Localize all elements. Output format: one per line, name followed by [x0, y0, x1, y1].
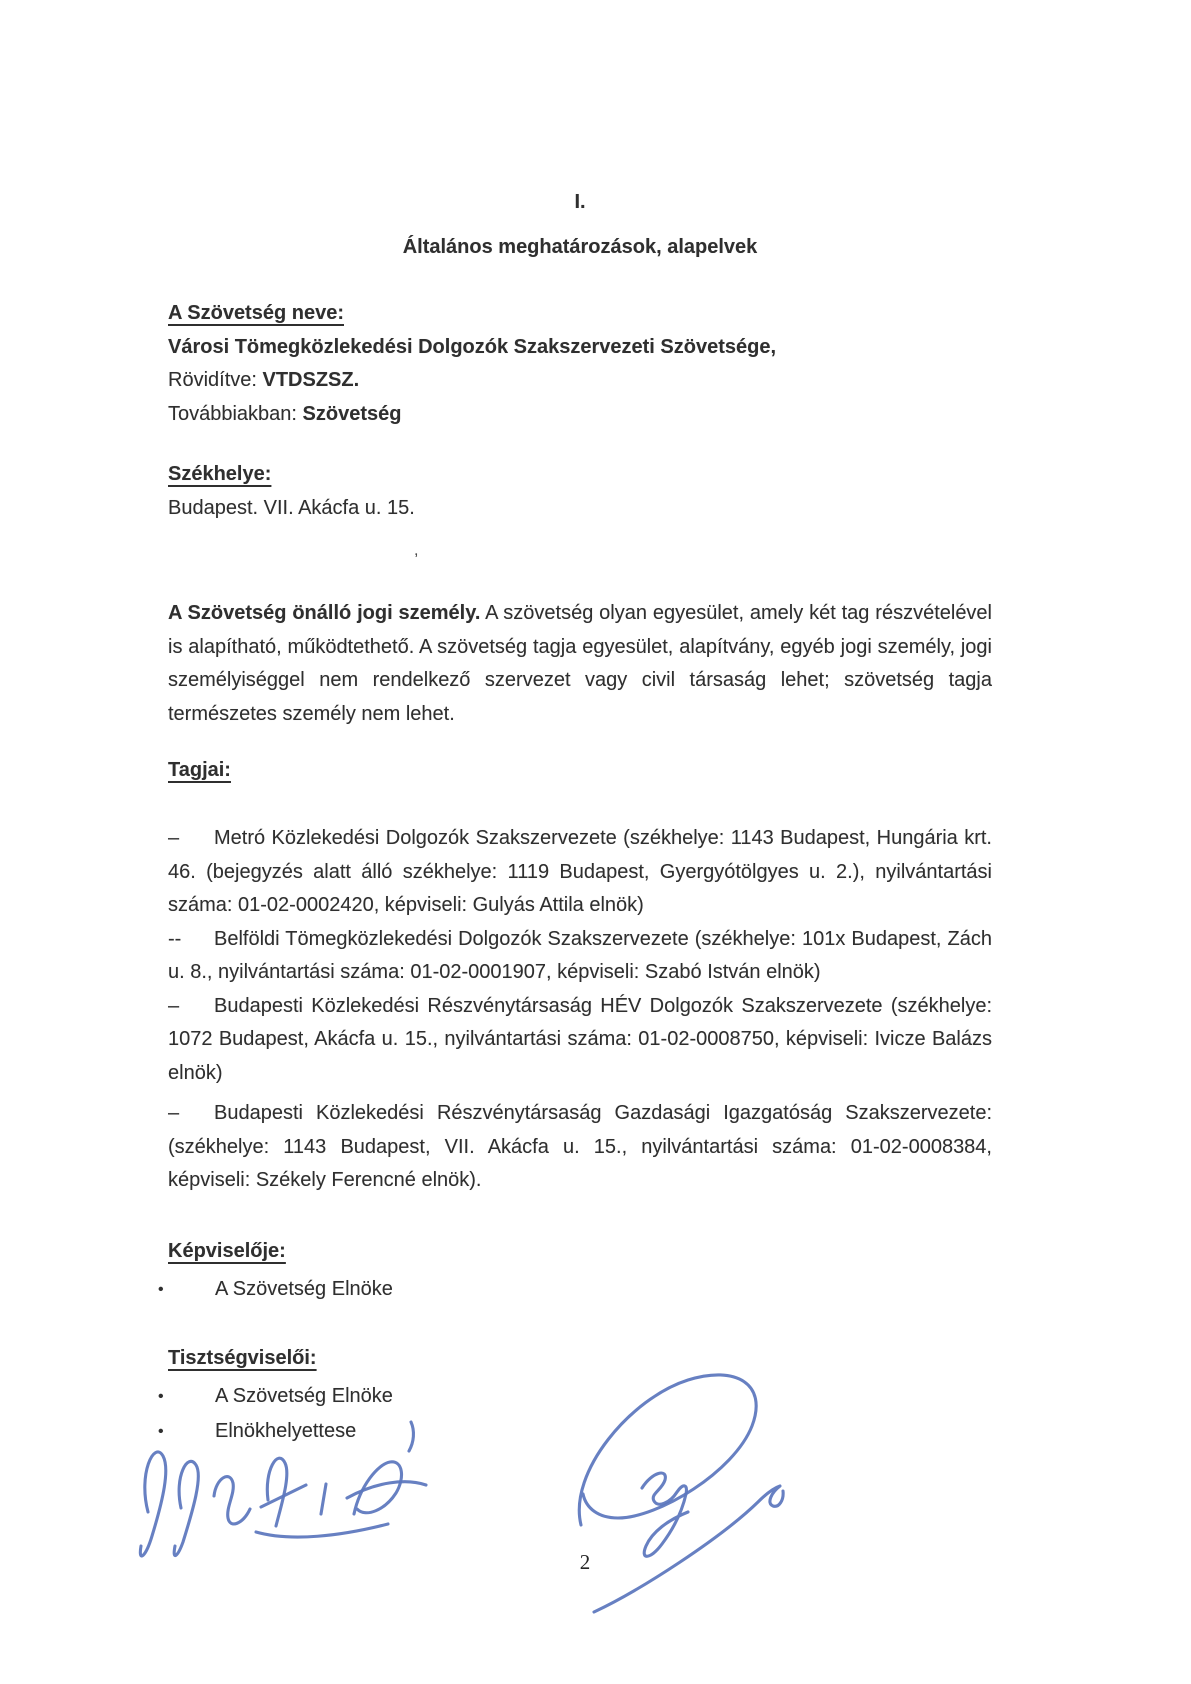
signature-right [546, 1360, 796, 1625]
dash-marker: – [168, 994, 180, 1017]
list-item [158, 1272, 992, 1307]
scan-stray-mark: , [414, 542, 419, 559]
member-item [168, 990, 992, 1091]
members-heading: Tagjai: [168, 759, 231, 781]
representative-list [158, 1272, 992, 1307]
member-item [168, 1097, 992, 1198]
member-text: Belföldi Tömegközlekedési Dolgozók Szakszervezete (székhelye: 101x Budapest, Zách u. 8., nyilvántartási száma: 01-02-0001907, képviseli: Szabó István elnök) [168, 927, 992, 983]
organization-full-name: Városi Tömegközlekedési Dolgozók Szakszervezeti Szövetsége, [168, 335, 777, 358]
signature-left [126, 1412, 436, 1582]
representative-heading: Képviselője: [168, 1240, 286, 1262]
dash-marker: – [168, 1102, 180, 1124]
legal-lead-sentence: A Szövetség önálló jogi személy. [168, 602, 481, 624]
name-section [168, 297, 992, 431]
seat-address: Budapest. VII. Akácfa u. 15. [168, 496, 415, 519]
section-number: I. [574, 191, 586, 213]
dash-marker: – [168, 827, 180, 849]
bullet-marker: • [158, 1423, 164, 1440]
member-item [168, 923, 992, 990]
members-list [168, 822, 992, 1198]
seat-section [168, 458, 992, 525]
member-text: Budapesti Közlekedési Részvénytársaság HÉV Dolgozók Szakszervezete (székhelye: 1072 Budapest, Akácfa u. 15., nyilvántartási száma: 01-02-0008750, képviseli: Ivicze Balázs elnök) [168, 994, 992, 1084]
bullet-marker: • [158, 1281, 164, 1298]
representative-item-text: A Szövetség Elnöke [215, 1278, 393, 1300]
officer-item-text: A Szövetség Elnöke [215, 1385, 393, 1407]
seat-heading-row [168, 458, 992, 492]
abbreviation-line [168, 364, 992, 398]
section-title: Általános meghatározások, alapelvek [402, 236, 758, 258]
legal-status-paragraph [168, 597, 992, 731]
legal-body-text: A szövetség olyan egyesület, amely két tag részvételével is alapítható, működtethető. A szövetség tagja egyesület, alapítvány, egyéb jogi személy, jogi személyiséggel nem rendelkező szervezet vagy civil társaság lehet; szövetség tagja természetes személy nem lehet. [168, 602, 993, 725]
officers-heading: Tisztségviselői: [168, 1347, 317, 1369]
page-number: 2 [579, 1550, 591, 1574]
member-text: Metró Közlekedési Dolgozók Szakszervezete (székhelye: 1143 Budapest, Hungária krt. 46. (bejegyzés alatt álló székhelye: 1119 Budapest, Gyergyótölgyes u. 2.), nyilvántartási száma: 01-02-0002420, képviseli: Gulyás Attila elnök) [168, 827, 992, 916]
name-heading-row [168, 297, 992, 331]
alias-label: Továbbiakban: [168, 402, 297, 425]
alias-value: Szövetség [302, 402, 402, 425]
name-heading: A Szövetség neve: [168, 302, 344, 324]
bullet-marker: • [158, 1388, 164, 1405]
abbreviation-value: VTDSZSZ. [262, 369, 360, 391]
dash-marker: -- [168, 927, 182, 950]
members-heading-row [168, 754, 992, 788]
seat-heading: Székhelye: [168, 463, 272, 485]
abbreviation-label: Rövidítve: [168, 369, 257, 391]
alias-line [168, 398, 992, 432]
representative-heading-row [168, 1235, 992, 1269]
member-text: Budapesti Közlekedési Részvénytársaság Gazdasági Igazgatóság Szakszervezete: (székhelye: 1143 Budapest, VII. Akácfa u. 15., nyilvántartási száma: 01-02-0008384, képviseli: Székely Ferencné elnök). [168, 1102, 992, 1191]
member-item [168, 822, 992, 923]
officer-item-text: Elnökhelyettese [215, 1420, 357, 1442]
